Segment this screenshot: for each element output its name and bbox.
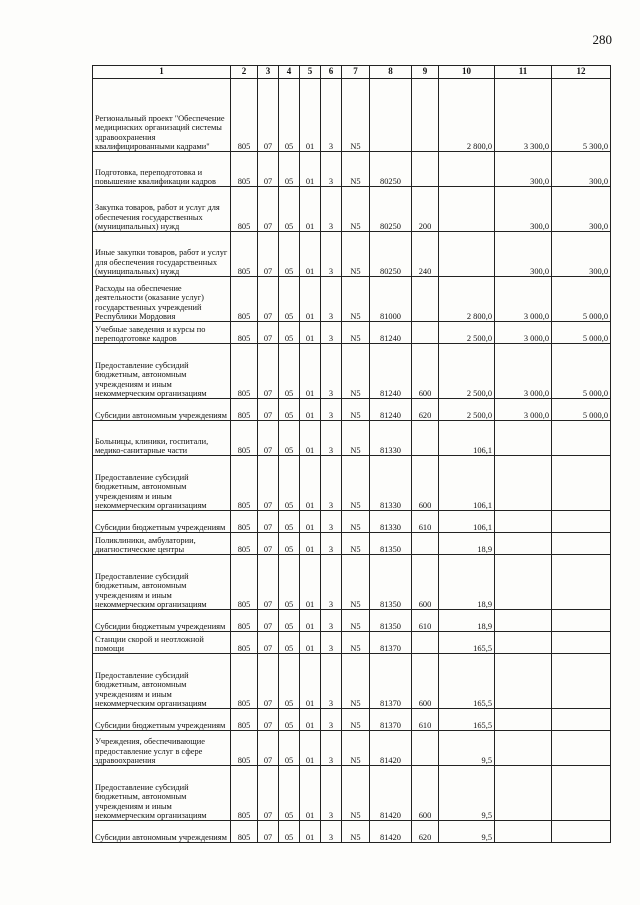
cell-col-12 bbox=[552, 632, 611, 654]
cell-col-3: 07 bbox=[258, 187, 279, 232]
column-header-2: 2 bbox=[231, 66, 258, 79]
cell-col-9: 600 bbox=[412, 456, 439, 511]
cell-col-7: N5 bbox=[342, 399, 370, 421]
cell-col-8: 81330 bbox=[370, 456, 412, 511]
table-row bbox=[93, 277, 611, 322]
table-row bbox=[93, 152, 611, 187]
cell-col-5: 01 bbox=[300, 511, 321, 533]
row-name-cell: Предоставление субсидий бюджетным, автономным учреждениям и иным некоммерческим организациям bbox=[93, 344, 231, 399]
cell-col-8: 81240 bbox=[370, 399, 412, 421]
cell-col-5: 01 bbox=[300, 344, 321, 399]
table-row bbox=[93, 79, 611, 152]
column-header-5: 5 bbox=[300, 66, 321, 79]
cell-col-7: N5 bbox=[342, 709, 370, 731]
cell-col-11 bbox=[495, 731, 552, 766]
table-row bbox=[93, 766, 611, 821]
column-header-8: 8 bbox=[370, 66, 412, 79]
cell-col-3: 07 bbox=[258, 277, 279, 322]
cell-col-11 bbox=[495, 555, 552, 610]
cell-col-8: 81370 bbox=[370, 709, 412, 731]
cell-col-9: 600 bbox=[412, 766, 439, 821]
cell-col-8: 80250 bbox=[370, 152, 412, 187]
table-row bbox=[93, 632, 611, 654]
column-header-9: 9 bbox=[412, 66, 439, 79]
column-header-12: 12 bbox=[552, 66, 611, 79]
cell-col-3: 07 bbox=[258, 399, 279, 421]
cell-col-2: 805 bbox=[231, 79, 258, 152]
cell-col-2: 805 bbox=[231, 610, 258, 632]
cell-col-4: 05 bbox=[279, 731, 300, 766]
table-row bbox=[93, 322, 611, 344]
row-name-cell: Предоставление субсидий бюджетным, автономным учреждениям и иным некоммерческим организациям bbox=[93, 456, 231, 511]
cell-col-10: 2 800,0 bbox=[439, 79, 495, 152]
cell-col-2: 805 bbox=[231, 344, 258, 399]
cell-col-9: 200 bbox=[412, 187, 439, 232]
cell-col-12: 300,0 bbox=[552, 152, 611, 187]
cell-col-3: 07 bbox=[258, 821, 279, 843]
cell-col-2: 805 bbox=[231, 322, 258, 344]
column-header-3: 3 bbox=[258, 66, 279, 79]
cell-col-8: 81420 bbox=[370, 766, 412, 821]
cell-col-7: N5 bbox=[342, 654, 370, 709]
cell-col-6: 3 bbox=[321, 344, 342, 399]
table-row bbox=[93, 821, 611, 843]
cell-col-10: 9,5 bbox=[439, 731, 495, 766]
cell-col-11 bbox=[495, 821, 552, 843]
cell-col-12: 5 000,0 bbox=[552, 277, 611, 322]
row-name-cell: Закупка товаров, работ и услуг для обеспечения государственных (муниципальных) нужд bbox=[93, 187, 231, 232]
cell-col-10: 2 500,0 bbox=[439, 399, 495, 421]
cell-col-2: 805 bbox=[231, 187, 258, 232]
cell-col-10: 18,9 bbox=[439, 555, 495, 610]
row-name-cell: Станции скорой и неотложной помощи bbox=[93, 632, 231, 654]
cell-col-11: 300,0 bbox=[495, 152, 552, 187]
table-row bbox=[93, 344, 611, 399]
table-row bbox=[93, 187, 611, 232]
row-name-cell: Предоставление субсидий бюджетным, автономным учреждениям и иным некоммерческим организациям bbox=[93, 766, 231, 821]
row-name-cell: Субсидии автономным учреждениям bbox=[93, 399, 231, 421]
cell-col-3: 07 bbox=[258, 421, 279, 456]
cell-col-7: N5 bbox=[342, 632, 370, 654]
row-name-cell: Учебные заведения и курсы по переподготовке кадров bbox=[93, 322, 231, 344]
cell-col-3: 07 bbox=[258, 344, 279, 399]
row-name-cell: Субсидии бюджетным учреждениям bbox=[93, 610, 231, 632]
row-name-cell: Предоставление субсидий бюджетным, автономным учреждениям и иным некоммерческим организациям bbox=[93, 555, 231, 610]
cell-col-12 bbox=[552, 731, 611, 766]
table-row bbox=[93, 533, 611, 555]
cell-col-6: 3 bbox=[321, 187, 342, 232]
cell-col-12: 5 000,0 bbox=[552, 344, 611, 399]
cell-col-7: N5 bbox=[342, 187, 370, 232]
cell-col-12: 300,0 bbox=[552, 232, 611, 277]
column-header-10: 10 bbox=[439, 66, 495, 79]
cell-col-11: 300,0 bbox=[495, 232, 552, 277]
budget-table bbox=[92, 65, 611, 843]
cell-col-3: 07 bbox=[258, 232, 279, 277]
cell-col-7: N5 bbox=[342, 232, 370, 277]
cell-col-11 bbox=[495, 610, 552, 632]
cell-col-7: N5 bbox=[342, 152, 370, 187]
cell-col-10 bbox=[439, 152, 495, 187]
cell-col-5: 01 bbox=[300, 555, 321, 610]
cell-col-8: 81350 bbox=[370, 555, 412, 610]
cell-col-4: 05 bbox=[279, 187, 300, 232]
row-name-cell: Поликлиники, амбулатории, диагностические центры bbox=[93, 533, 231, 555]
cell-col-8: 81420 bbox=[370, 821, 412, 843]
cell-col-5: 01 bbox=[300, 322, 321, 344]
cell-col-11: 3 000,0 bbox=[495, 399, 552, 421]
cell-col-2: 805 bbox=[231, 152, 258, 187]
table-row bbox=[93, 654, 611, 709]
cell-col-6: 3 bbox=[321, 731, 342, 766]
cell-col-6: 3 bbox=[321, 232, 342, 277]
cell-col-5: 01 bbox=[300, 456, 321, 511]
cell-col-7: N5 bbox=[342, 610, 370, 632]
cell-col-11 bbox=[495, 533, 552, 555]
cell-col-2: 805 bbox=[231, 766, 258, 821]
cell-col-12 bbox=[552, 555, 611, 610]
table-row bbox=[93, 399, 611, 421]
cell-col-6: 3 bbox=[321, 322, 342, 344]
cell-col-4: 05 bbox=[279, 232, 300, 277]
cell-col-7: N5 bbox=[342, 533, 370, 555]
cell-col-5: 01 bbox=[300, 610, 321, 632]
cell-col-9: 600 bbox=[412, 654, 439, 709]
cell-col-12: 5 000,0 bbox=[552, 322, 611, 344]
column-header-11: 11 bbox=[495, 66, 552, 79]
cell-col-2: 805 bbox=[231, 731, 258, 766]
cell-col-11: 300,0 bbox=[495, 187, 552, 232]
cell-col-4: 05 bbox=[279, 533, 300, 555]
cell-col-7: N5 bbox=[342, 344, 370, 399]
cell-col-7: N5 bbox=[342, 766, 370, 821]
cell-col-9: 600 bbox=[412, 344, 439, 399]
cell-col-9 bbox=[412, 632, 439, 654]
cell-col-6: 3 bbox=[321, 654, 342, 709]
cell-col-8: 81350 bbox=[370, 533, 412, 555]
cell-col-3: 07 bbox=[258, 456, 279, 511]
cell-col-2: 805 bbox=[231, 821, 258, 843]
row-name-cell: Субсидии бюджетным учреждениям bbox=[93, 511, 231, 533]
row-name-cell: Подготовка, переподготовка и повышение квалификации кадров bbox=[93, 152, 231, 187]
table-row bbox=[93, 709, 611, 731]
cell-col-2: 805 bbox=[231, 277, 258, 322]
cell-col-3: 07 bbox=[258, 511, 279, 533]
cell-col-10: 106,1 bbox=[439, 511, 495, 533]
table-row bbox=[93, 610, 611, 632]
cell-col-11 bbox=[495, 511, 552, 533]
cell-col-8: 81420 bbox=[370, 731, 412, 766]
cell-col-7: N5 bbox=[342, 731, 370, 766]
cell-col-12 bbox=[552, 766, 611, 821]
cell-col-11: 3 000,0 bbox=[495, 277, 552, 322]
table-body bbox=[93, 79, 611, 843]
cell-col-12: 5 000,0 bbox=[552, 399, 611, 421]
cell-col-5: 01 bbox=[300, 232, 321, 277]
cell-col-12: 300,0 bbox=[552, 187, 611, 232]
cell-col-4: 05 bbox=[279, 654, 300, 709]
cell-col-6: 3 bbox=[321, 399, 342, 421]
cell-col-3: 07 bbox=[258, 79, 279, 152]
table-row bbox=[93, 511, 611, 533]
cell-col-2: 805 bbox=[231, 421, 258, 456]
cell-col-4: 05 bbox=[279, 610, 300, 632]
cell-col-9 bbox=[412, 79, 439, 152]
cell-col-12 bbox=[552, 654, 611, 709]
row-name-cell: Предоставление субсидий бюджетным, автономным учреждениям и иным некоммерческим организациям bbox=[93, 654, 231, 709]
cell-col-3: 07 bbox=[258, 731, 279, 766]
cell-col-5: 01 bbox=[300, 399, 321, 421]
cell-col-6: 3 bbox=[321, 821, 342, 843]
cell-col-11: 3 000,0 bbox=[495, 322, 552, 344]
cell-col-12 bbox=[552, 456, 611, 511]
cell-col-7: N5 bbox=[342, 821, 370, 843]
cell-col-4: 05 bbox=[279, 344, 300, 399]
cell-col-12 bbox=[552, 610, 611, 632]
cell-col-10: 106,1 bbox=[439, 421, 495, 456]
row-name-cell: Субсидии автономным учреждениям bbox=[93, 821, 231, 843]
table-row bbox=[93, 232, 611, 277]
cell-col-12 bbox=[552, 533, 611, 555]
cell-col-2: 805 bbox=[231, 399, 258, 421]
cell-col-6: 3 bbox=[321, 555, 342, 610]
cell-col-4: 05 bbox=[279, 322, 300, 344]
cell-col-8: 80250 bbox=[370, 187, 412, 232]
cell-col-4: 05 bbox=[279, 421, 300, 456]
cell-col-4: 05 bbox=[279, 456, 300, 511]
cell-col-9 bbox=[412, 421, 439, 456]
table-row bbox=[93, 555, 611, 610]
page-number: 280 bbox=[592, 32, 612, 47]
cell-col-6: 3 bbox=[321, 511, 342, 533]
cell-col-5: 01 bbox=[300, 187, 321, 232]
cell-col-4: 05 bbox=[279, 766, 300, 821]
cell-col-9: 610 bbox=[412, 511, 439, 533]
cell-col-11 bbox=[495, 456, 552, 511]
cell-col-7: N5 bbox=[342, 421, 370, 456]
cell-col-3: 07 bbox=[258, 766, 279, 821]
cell-col-5: 01 bbox=[300, 654, 321, 709]
cell-col-8: 81240 bbox=[370, 322, 412, 344]
cell-col-6: 3 bbox=[321, 152, 342, 187]
cell-col-7: N5 bbox=[342, 277, 370, 322]
column-header-6: 6 bbox=[321, 66, 342, 79]
column-header-1: 1 bbox=[93, 66, 231, 79]
cell-col-10: 165,5 bbox=[439, 709, 495, 731]
cell-col-2: 805 bbox=[231, 511, 258, 533]
cell-col-3: 07 bbox=[258, 533, 279, 555]
table-row bbox=[93, 456, 611, 511]
cell-col-6: 3 bbox=[321, 421, 342, 456]
cell-col-10: 9,5 bbox=[439, 766, 495, 821]
cell-col-3: 07 bbox=[258, 632, 279, 654]
cell-col-8: 81330 bbox=[370, 421, 412, 456]
cell-col-8: 81240 bbox=[370, 344, 412, 399]
cell-col-9: 610 bbox=[412, 709, 439, 731]
cell-col-10: 165,5 bbox=[439, 632, 495, 654]
cell-col-4: 05 bbox=[279, 511, 300, 533]
cell-col-8: 81370 bbox=[370, 632, 412, 654]
cell-col-5: 01 bbox=[300, 632, 321, 654]
cell-col-3: 07 bbox=[258, 610, 279, 632]
cell-col-4: 05 bbox=[279, 709, 300, 731]
cell-col-7: N5 bbox=[342, 79, 370, 152]
cell-col-4: 05 bbox=[279, 79, 300, 152]
cell-col-11 bbox=[495, 632, 552, 654]
cell-col-9: 610 bbox=[412, 610, 439, 632]
cell-col-5: 01 bbox=[300, 766, 321, 821]
cell-col-4: 05 bbox=[279, 555, 300, 610]
cell-col-8: 80250 bbox=[370, 232, 412, 277]
cell-col-6: 3 bbox=[321, 533, 342, 555]
cell-col-10: 2 500,0 bbox=[439, 322, 495, 344]
cell-col-10: 2 800,0 bbox=[439, 277, 495, 322]
cell-col-9 bbox=[412, 152, 439, 187]
cell-col-9: 620 bbox=[412, 399, 439, 421]
cell-col-11: 3 000,0 bbox=[495, 344, 552, 399]
cell-col-2: 805 bbox=[231, 555, 258, 610]
row-name-cell: Субсидии бюджетным учреждениям bbox=[93, 709, 231, 731]
cell-col-10: 18,9 bbox=[439, 610, 495, 632]
cell-col-11 bbox=[495, 709, 552, 731]
cell-col-8: 81000 bbox=[370, 277, 412, 322]
cell-col-5: 01 bbox=[300, 277, 321, 322]
column-header-7: 7 bbox=[342, 66, 370, 79]
cell-col-3: 07 bbox=[258, 555, 279, 610]
cell-col-3: 07 bbox=[258, 654, 279, 709]
cell-col-7: N5 bbox=[342, 322, 370, 344]
cell-col-9: 240 bbox=[412, 232, 439, 277]
cell-col-8: 81370 bbox=[370, 654, 412, 709]
cell-col-9: 600 bbox=[412, 555, 439, 610]
column-header-4: 4 bbox=[279, 66, 300, 79]
row-name-cell: Расходы на обеспечение деятельности (оказание услуг) государственных учреждений Республики Мордовия bbox=[93, 277, 231, 322]
cell-col-2: 805 bbox=[231, 654, 258, 709]
cell-col-12 bbox=[552, 421, 611, 456]
table-row bbox=[93, 421, 611, 456]
cell-col-4: 05 bbox=[279, 632, 300, 654]
cell-col-7: N5 bbox=[342, 511, 370, 533]
cell-col-6: 3 bbox=[321, 766, 342, 821]
cell-col-6: 3 bbox=[321, 632, 342, 654]
cell-col-11 bbox=[495, 766, 552, 821]
cell-col-6: 3 bbox=[321, 277, 342, 322]
cell-col-5: 01 bbox=[300, 152, 321, 187]
row-name-cell: Больницы, клиники, госпитали, медико-санитарные части bbox=[93, 421, 231, 456]
cell-col-10: 9,5 bbox=[439, 821, 495, 843]
cell-col-5: 01 bbox=[300, 421, 321, 456]
cell-col-2: 805 bbox=[231, 709, 258, 731]
cell-col-2: 805 bbox=[231, 232, 258, 277]
cell-col-3: 07 bbox=[258, 322, 279, 344]
cell-col-10 bbox=[439, 232, 495, 277]
cell-col-10: 165,5 bbox=[439, 654, 495, 709]
cell-col-11: 3 300,0 bbox=[495, 79, 552, 152]
cell-col-11 bbox=[495, 421, 552, 456]
cell-col-2: 805 bbox=[231, 632, 258, 654]
cell-col-4: 05 bbox=[279, 277, 300, 322]
cell-col-9: 620 bbox=[412, 821, 439, 843]
cell-col-6: 3 bbox=[321, 610, 342, 632]
cell-col-6: 3 bbox=[321, 456, 342, 511]
table-row bbox=[93, 731, 611, 766]
cell-col-6: 3 bbox=[321, 79, 342, 152]
row-name-cell: Региональный проект "Обеспечение медицинских организаций системы здравоохранения квалифицированными кадрами" bbox=[93, 79, 231, 152]
cell-col-4: 05 bbox=[279, 152, 300, 187]
cell-col-4: 05 bbox=[279, 821, 300, 843]
row-name-cell: Учреждения, обеспечивающие предоставление услуг в сфере здравоохранения bbox=[93, 731, 231, 766]
cell-col-8 bbox=[370, 79, 412, 152]
cell-col-12 bbox=[552, 511, 611, 533]
cell-col-2: 805 bbox=[231, 456, 258, 511]
cell-col-5: 01 bbox=[300, 731, 321, 766]
cell-col-12 bbox=[552, 709, 611, 731]
cell-col-12: 5 300,0 bbox=[552, 79, 611, 152]
cell-col-6: 3 bbox=[321, 709, 342, 731]
cell-col-3: 07 bbox=[258, 152, 279, 187]
cell-col-5: 01 bbox=[300, 533, 321, 555]
cell-col-11 bbox=[495, 654, 552, 709]
cell-col-10: 106,1 bbox=[439, 456, 495, 511]
cell-col-5: 01 bbox=[300, 709, 321, 731]
cell-col-9 bbox=[412, 731, 439, 766]
header-row bbox=[93, 66, 611, 79]
cell-col-3: 07 bbox=[258, 709, 279, 731]
cell-col-8: 81350 bbox=[370, 610, 412, 632]
cell-col-8: 81330 bbox=[370, 511, 412, 533]
cell-col-9 bbox=[412, 322, 439, 344]
cell-col-7: N5 bbox=[342, 456, 370, 511]
cell-col-4: 05 bbox=[279, 399, 300, 421]
cell-col-10: 2 500,0 bbox=[439, 344, 495, 399]
cell-col-10 bbox=[439, 187, 495, 232]
cell-col-7: N5 bbox=[342, 555, 370, 610]
cell-col-12 bbox=[552, 821, 611, 843]
cell-col-5: 01 bbox=[300, 79, 321, 152]
cell-col-2: 805 bbox=[231, 533, 258, 555]
cell-col-5: 01 bbox=[300, 821, 321, 843]
cell-col-9 bbox=[412, 533, 439, 555]
cell-col-9 bbox=[412, 277, 439, 322]
cell-col-10: 18,9 bbox=[439, 533, 495, 555]
row-name-cell: Иные закупки товаров, работ и услуг для обеспечения государственных (муниципальных) нужд bbox=[93, 232, 231, 277]
